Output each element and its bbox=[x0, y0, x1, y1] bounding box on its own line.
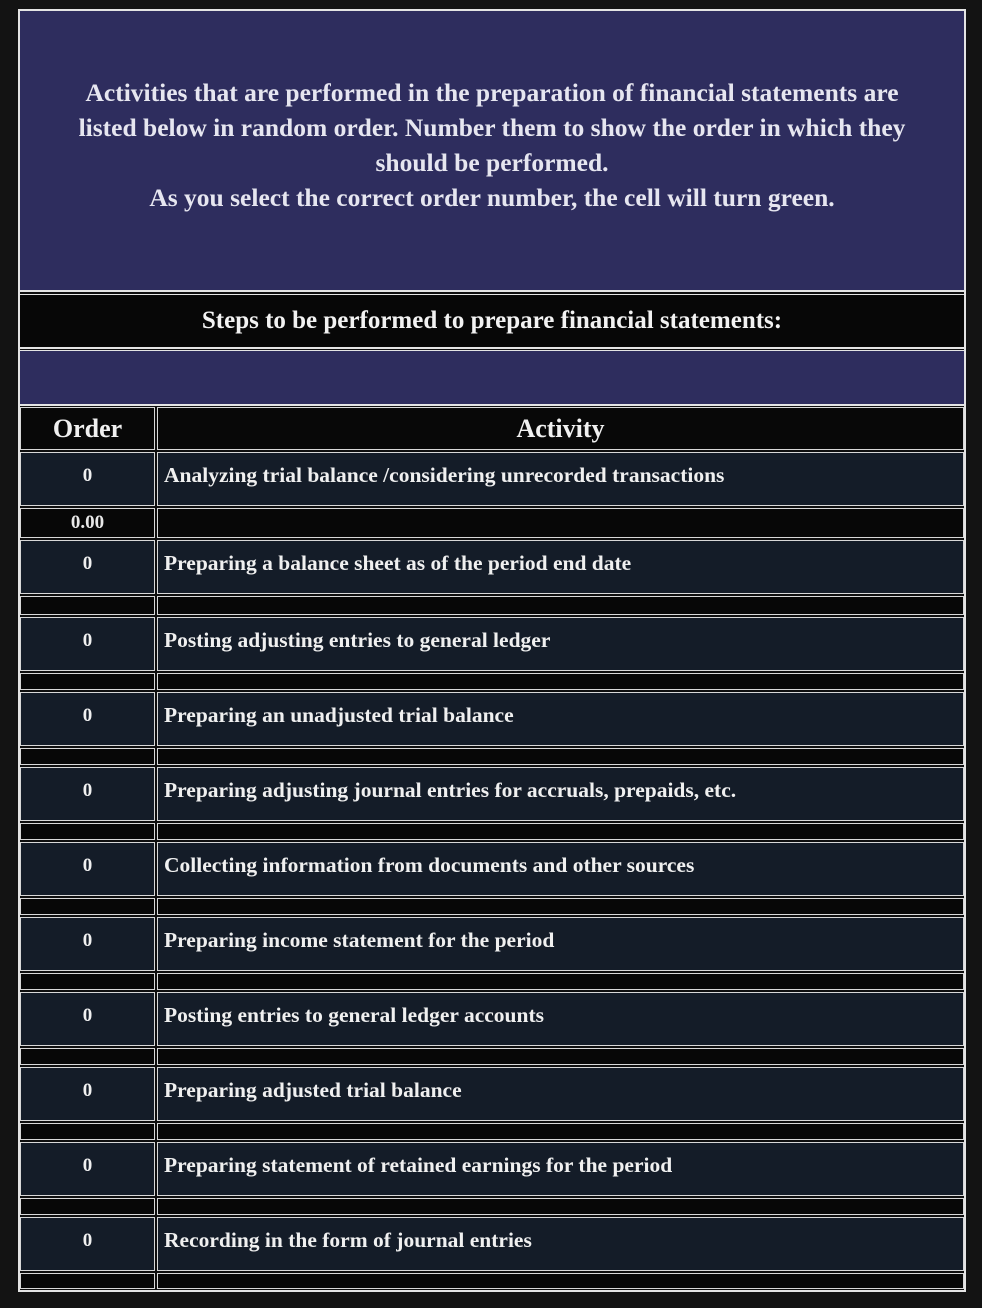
separator-row bbox=[20, 1048, 964, 1065]
separator-cell bbox=[20, 823, 155, 840]
separator-row bbox=[20, 596, 964, 615]
spreadsheet-sheet bbox=[18, 9, 966, 1292]
separator-cell bbox=[20, 898, 155, 915]
separator-row bbox=[20, 1123, 964, 1140]
separator-cell bbox=[20, 1123, 155, 1140]
separator-cell bbox=[157, 973, 964, 990]
separator-cell bbox=[157, 673, 964, 690]
table-row bbox=[20, 452, 964, 506]
separator-row bbox=[20, 898, 964, 915]
instructions-line: should be performed. bbox=[375, 147, 609, 177]
activity-column-header: Activity bbox=[157, 407, 964, 450]
separator-cell bbox=[157, 748, 964, 765]
table-header-row bbox=[20, 407, 964, 450]
table-row bbox=[20, 617, 964, 671]
order-cell[interactable]: 0 bbox=[20, 1217, 155, 1271]
order-cell[interactable]: 0 bbox=[20, 1067, 155, 1121]
table-row bbox=[20, 842, 964, 896]
separator-row bbox=[20, 973, 964, 990]
order-cell[interactable]: 0 bbox=[20, 767, 155, 821]
order-cell[interactable]: 0 bbox=[20, 992, 155, 1046]
table-row bbox=[20, 540, 964, 594]
instructions-panel bbox=[20, 11, 964, 292]
order-cell[interactable]: 0 bbox=[20, 540, 155, 594]
order-cell[interactable]: 0 bbox=[20, 452, 155, 506]
activity-cell: Preparing income statement for the period bbox=[157, 917, 964, 971]
separator-cell bbox=[157, 1198, 964, 1215]
order-column-header: Order bbox=[20, 407, 155, 450]
table-row bbox=[20, 1142, 964, 1196]
order-cell[interactable]: 0 bbox=[20, 692, 155, 746]
order-cell[interactable]: 0 bbox=[20, 917, 155, 971]
separator-cell bbox=[20, 748, 155, 765]
separator-row bbox=[20, 1273, 964, 1289]
table-row bbox=[20, 992, 964, 1046]
total-blank-cell bbox=[157, 508, 964, 538]
separator-cell bbox=[157, 1048, 964, 1065]
separator-cell bbox=[157, 1273, 964, 1289]
separator-cell bbox=[157, 596, 964, 615]
activity-cell: Preparing a balance sheet as of the period end date bbox=[157, 540, 964, 594]
separator-row bbox=[20, 823, 964, 840]
separator-cell bbox=[20, 1198, 155, 1215]
table-row bbox=[20, 1067, 964, 1121]
table-row bbox=[20, 692, 964, 746]
activity-cell: Posting entries to general ledger accounts bbox=[157, 992, 964, 1046]
separator-cell bbox=[20, 673, 155, 690]
instructions-line: As you select the correct order number, the cell will turn green. bbox=[149, 182, 835, 212]
steps-heading: Steps to be performed to prepare financial statements: bbox=[20, 294, 964, 349]
separator-cell bbox=[20, 1273, 155, 1289]
table-row bbox=[20, 917, 964, 971]
activity-cell: Collecting information from documents and other sources bbox=[157, 842, 964, 896]
separator-cell bbox=[157, 823, 964, 840]
activity-cell: Preparing statement of retained earnings for the period bbox=[157, 1142, 964, 1196]
separator-cell bbox=[20, 1048, 155, 1065]
separator-cell bbox=[20, 596, 155, 615]
activity-cell: Analyzing trial balance /considering unrecorded transactions bbox=[157, 452, 964, 506]
activity-cell: Preparing an unadjusted trial balance bbox=[157, 692, 964, 746]
separator-row bbox=[20, 1198, 964, 1215]
table-row bbox=[20, 1217, 964, 1271]
separator-row bbox=[20, 748, 964, 765]
activity-cell: Posting adjusting entries to general ledger bbox=[157, 617, 964, 671]
instructions-text bbox=[27, 75, 957, 215]
order-cell[interactable]: 0 bbox=[20, 617, 155, 671]
activity-cell: Preparing adjusted trial balance bbox=[157, 1067, 964, 1121]
total-row bbox=[20, 508, 964, 538]
order-cell[interactable]: 0 bbox=[20, 842, 155, 896]
total-value: 0.00 bbox=[20, 508, 155, 538]
order-cell[interactable]: 0 bbox=[20, 1142, 155, 1196]
instructions-line: listed below in random order. Number them to show the order in which they bbox=[78, 112, 906, 142]
spacer-band bbox=[20, 350, 964, 406]
separator-cell bbox=[157, 898, 964, 915]
separator-cell bbox=[157, 1123, 964, 1140]
activity-cell: Preparing adjusting journal entries for accruals, prepaids, etc. bbox=[157, 767, 964, 821]
activity-cell: Recording in the form of journal entries bbox=[157, 1217, 964, 1271]
separator-cell bbox=[20, 973, 155, 990]
instructions-line: Activities that are performed in the preparation of financial statements are bbox=[85, 77, 899, 107]
table-row bbox=[20, 767, 964, 821]
separator-row bbox=[20, 673, 964, 690]
